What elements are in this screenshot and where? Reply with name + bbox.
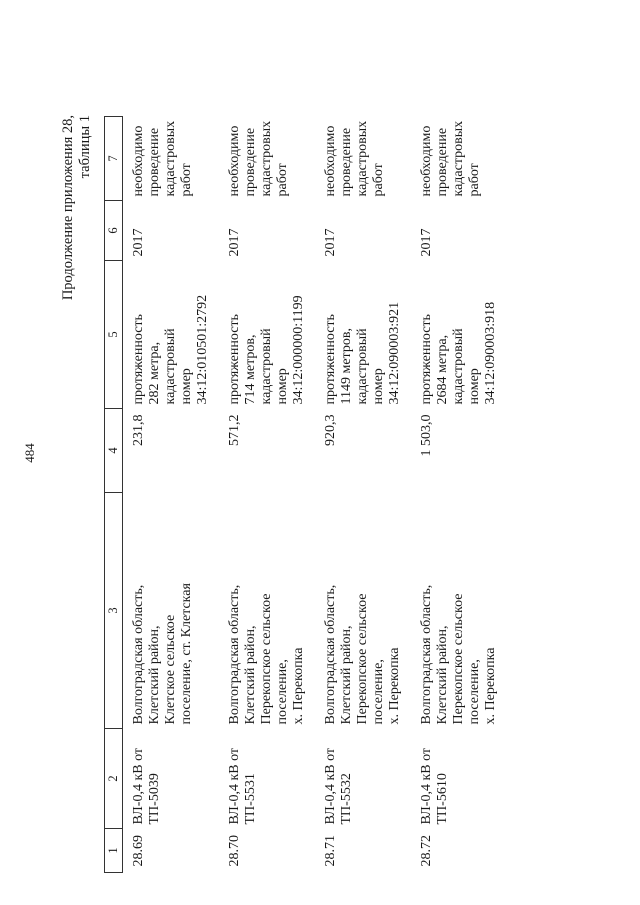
location-cell-line: Клетский район, <box>435 625 450 725</box>
year-cell: 2017 <box>131 228 146 257</box>
year-cell: 2017 <box>227 228 242 257</box>
page-number: 484 <box>22 443 37 463</box>
table-row <box>219 117 315 873</box>
value-cell: 1 503,0 <box>419 414 434 457</box>
location-cell-line: поселение, ст. Клетская <box>179 583 194 725</box>
column-header: 2 <box>105 729 123 829</box>
description-cell-line: протяженность <box>323 314 338 405</box>
location-cell <box>219 493 315 729</box>
description-cell-line: 1149 метров, <box>339 328 354 405</box>
note-cell <box>411 117 507 201</box>
column-header: 1 <box>105 829 123 873</box>
note-cell-line: необходимо <box>323 125 338 197</box>
data-table <box>104 116 507 873</box>
value-cell: 571,2 <box>227 414 242 446</box>
description-cell-line: 34:12:010501:2792 <box>195 294 210 405</box>
table-row <box>315 117 411 873</box>
description-cell-line: номер <box>467 368 482 405</box>
description-cell-line: кадастровый <box>451 328 466 405</box>
description-cell <box>315 261 411 409</box>
object-name-cell: ВЛ-0,4 кВ от ТП-5610 <box>419 747 450 825</box>
description-cell-line: протяженность <box>227 314 242 405</box>
description-cell-line: кадастровый <box>163 328 178 405</box>
description-cell-line: кадастровый <box>355 328 370 405</box>
location-cell <box>123 493 220 729</box>
description-cell-line: номер <box>275 368 290 405</box>
location-cell-line: Перекопское сельское <box>259 593 274 725</box>
continuation-caption <box>60 115 94 300</box>
note-cell-line: необходимо <box>227 125 242 197</box>
note-cell-line: кадастровых работ <box>259 120 290 197</box>
column-header: 4 <box>105 409 123 493</box>
column-header: 3 <box>105 493 123 729</box>
description-cell-line: кадастровый <box>259 328 274 405</box>
table-row <box>123 117 220 873</box>
description-cell-line: 34:12:090003:918 <box>483 301 498 405</box>
location-cell-line: Клетский район, <box>147 625 162 725</box>
location-cell-line: Перекопское сельское <box>355 593 370 725</box>
location-cell-line: поселение, <box>467 659 482 725</box>
note-cell-line: проведение <box>435 127 450 197</box>
location-cell-line: Перекопское сельское <box>451 593 466 725</box>
location-cell-line: Волгоградская область, <box>323 584 338 725</box>
note-cell-line: необходимо <box>419 125 434 197</box>
description-cell-line: протяженность <box>419 314 434 405</box>
location-cell-line: поселение, <box>371 659 386 725</box>
location-cell-line: Волгоградская область, <box>419 584 434 725</box>
description-cell-line: номер <box>371 368 386 405</box>
location-cell <box>411 493 507 729</box>
description-cell <box>219 261 315 409</box>
location-cell-line: Волгоградская область, <box>227 584 242 725</box>
description-cell-line: 34:12:090003:921 <box>387 301 402 405</box>
value-cell: 231,8 <box>131 414 146 446</box>
location-cell-line: х. Перекопка <box>291 647 306 725</box>
note-cell-line: необходимо <box>131 125 146 197</box>
note-cell-line: проведение <box>243 127 258 197</box>
continuation-line-1: Продолжение приложения 28, <box>60 115 76 301</box>
note-cell-line: проведение <box>339 127 354 197</box>
note-cell-line: проведение <box>147 127 162 197</box>
location-cell-line: х. Перекопка <box>387 647 402 725</box>
description-cell-line: 282 метра, <box>147 341 162 405</box>
location-cell-line: Клетское сельское <box>163 614 178 725</box>
note-cell-line: кадастровых работ <box>451 120 482 197</box>
year-cell: 2017 <box>419 228 434 257</box>
object-name-cell: ВЛ-0,4 кВ от ТП-5532 <box>323 747 354 825</box>
row-number: 28.72 <box>419 835 434 867</box>
continuation-line-2: таблицы 1 <box>77 115 93 179</box>
object-name-cell: ВЛ-0,4 кВ от ТП-5531 <box>227 747 258 825</box>
description-cell-line: протяженность <box>131 314 146 405</box>
note-cell <box>123 117 220 201</box>
column-header: 5 <box>105 261 123 409</box>
note-cell-line: кадастровых работ <box>355 120 386 197</box>
location-cell-line: Волгоградская область, <box>131 584 146 725</box>
table-row <box>411 117 507 873</box>
description-cell <box>411 261 507 409</box>
note-cell <box>219 117 315 201</box>
note-cell-line: кадастровых работ <box>163 120 194 197</box>
row-number: 28.71 <box>323 835 338 867</box>
description-cell-line: номер <box>179 368 194 405</box>
year-cell: 2017 <box>323 228 338 257</box>
location-cell <box>315 493 411 729</box>
row-number: 28.69 <box>131 835 146 867</box>
description-cell-line: 714 метров, <box>243 334 258 405</box>
description-cell-line: 34:12:000000:1199 <box>291 295 306 405</box>
column-header: 7 <box>105 117 123 201</box>
location-cell-line: Клетский район, <box>339 625 354 725</box>
row-number: 28.70 <box>227 835 242 867</box>
note-cell <box>315 117 411 201</box>
location-cell-line: поселение, <box>275 659 290 725</box>
column-header: 6 <box>105 201 123 261</box>
location-cell-line: Клетский район, <box>243 625 258 725</box>
object-name-cell: ВЛ-0,4 кВ от ТП-5039 <box>131 747 162 825</box>
location-cell-line: х. Перекопка <box>483 647 498 725</box>
header-row <box>105 117 123 873</box>
description-cell <box>123 261 220 409</box>
description-cell-line: 2684 метра, <box>435 334 450 405</box>
value-cell: 920,3 <box>323 414 338 446</box>
